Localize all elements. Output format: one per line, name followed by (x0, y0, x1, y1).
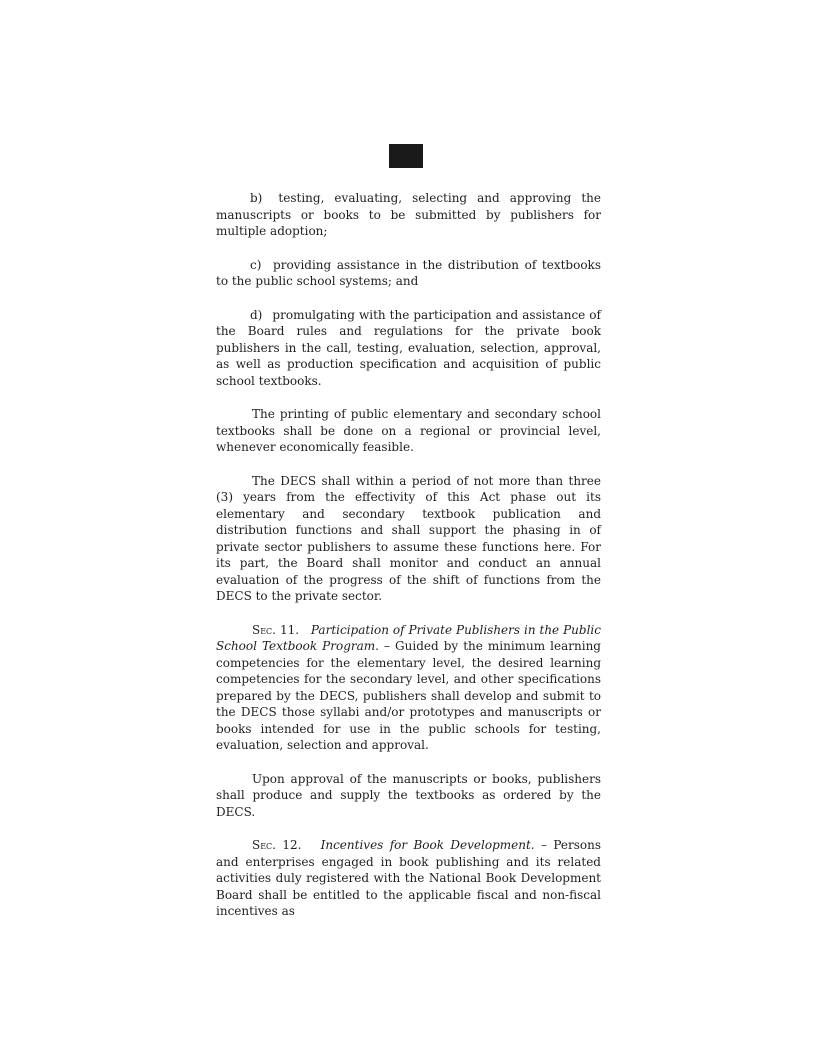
section-title: Incentives for Book Development. (320, 838, 535, 852)
document-body (216, 190, 601, 937)
page-number-box (389, 144, 423, 168)
section-body: . – Guided by the minimum learning competencies for the elementary level, the desired learning competencies for the secondary level, and other specifications prepared by the DECS, publishers shall develop and submit to the DECS those syllabi and/or prototypes and manuscripts or books intended for use in the public schools for testing, evaluation, selection and approval. (216, 639, 601, 752)
section-number: Sec. 12. (252, 838, 302, 852)
list-item-c (216, 257, 601, 290)
list-item-b (216, 190, 601, 240)
paragraph-printing: The printing of public elementary and secondary school textbooks shall be done on a regional or provincial level, whenever economically feasible. (216, 407, 601, 454)
list-item-text: testing, evaluating, selecting and approving the manuscripts or books to be submitted by publishers for multiple adoption; (216, 191, 601, 238)
list-item-label: b) (250, 191, 263, 205)
section-12 (216, 837, 601, 920)
section-body: – Persons and enterprises engaged in book publishing and its related activities duly registered with the National Book Development Board shall be entitled to the applicable fiscal and non-fiscal incentives as (216, 838, 601, 918)
section-11 (216, 622, 601, 754)
list-item-text: providing assistance in the distribution of textbooks to the public school systems; and (216, 257, 601, 288)
list-item-label: c) (250, 257, 262, 272)
paragraph-upon-approval: Upon approval of the manuscripts or books, publishers shall produce and supply the textbooks as ordered by the DECS. (216, 771, 601, 819)
paragraph-decs-phase-out: The DECS shall within a period of not more than three (3) years from the effectivity of this Act phase out its elementary and secondary textbook publication and distribution functions and shall support the phasing in of private sector publishers to assume these functions here. For its part, the Board shall monitor and conduct an annual evaluation of the progress of the shift of functions from the DECS to the private sector. (216, 473, 601, 603)
section-number: Sec. 11. (252, 622, 300, 637)
list-item-text: promulgating with the participation and assistance of the Board rules and regulations for the private book publishers in the call, testing, evaluation, selection, approval, as well as production specification and acquisition of public school textbooks. (216, 307, 601, 388)
list-item-d (216, 307, 601, 390)
list-item-label: d) (250, 307, 263, 322)
section-title: Participation of Private Publishers in the Public School Textbook Program (216, 622, 601, 653)
